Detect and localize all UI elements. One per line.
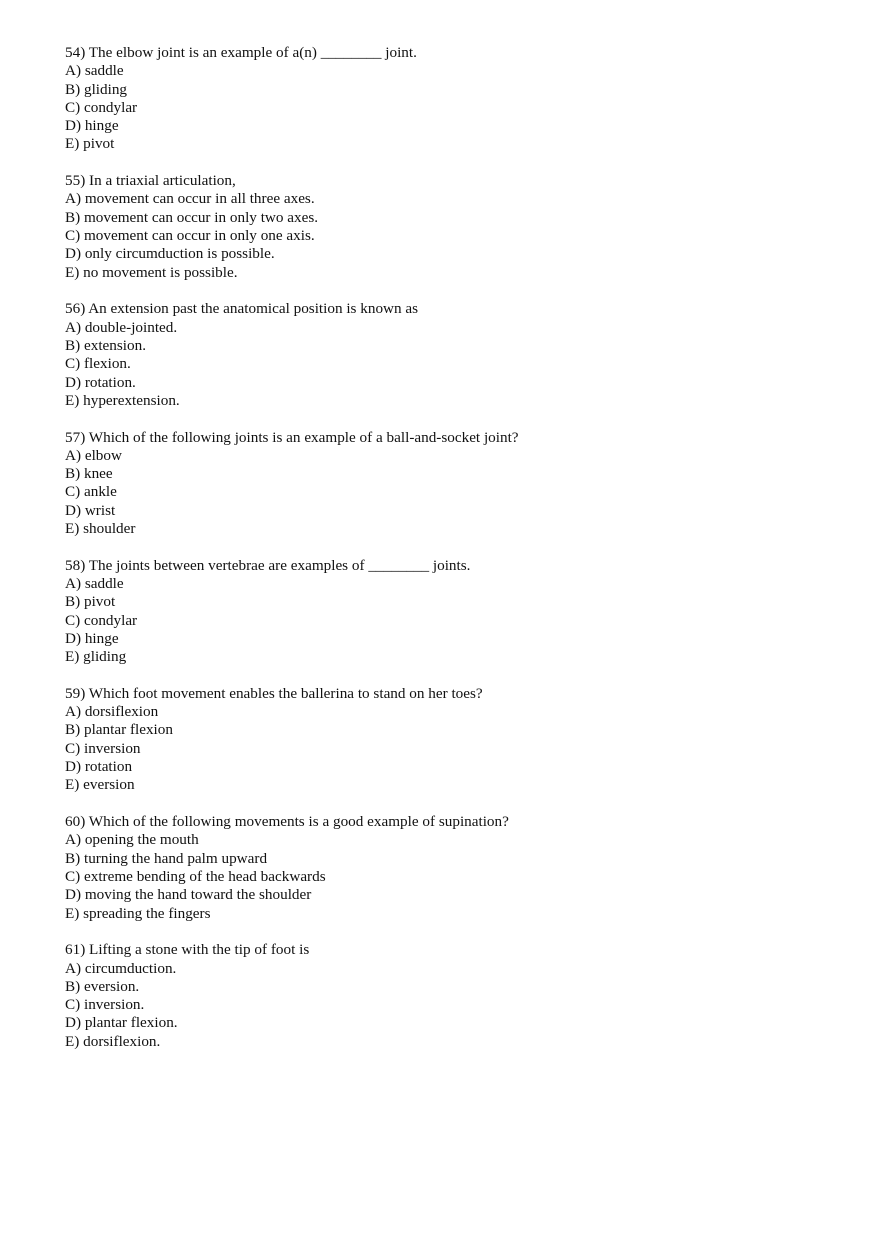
answer-option: B) gliding [65,80,128,98]
answer-option: D) hinge [65,117,119,135]
answer-option: B) pivot [65,593,116,611]
answer-option: A) saddle [65,574,124,592]
question-stem: 55) In a triaxial articulation, [65,172,236,190]
answer-option: C) ankle [65,483,117,501]
answer-option: A) double-jointed. [65,318,178,336]
answer-option: E) spreading the fingers [65,904,211,922]
answer-option: E) eversion [65,776,135,794]
answer-option: C) extreme bending of the head backwards [65,867,326,885]
question-60 [65,813,845,923]
question-stem: 54) The elbow joint is an example of a(n) ________ joint. [65,44,417,61]
answer-option: A) circumduction. [65,959,177,977]
answer-option: E) gliding [65,648,127,666]
answer-option: E) no movement is possible. [65,263,238,281]
question-58 [65,557,845,667]
question-stem: 57) Which of the following joints is an example of a ball-and-socket joint? [65,428,519,446]
question-stem: 59) Which foot movement enables the ballerina to stand on her toes? [65,684,483,702]
question-stem: 56) An extension past the anatomical position is known as [65,300,419,318]
answer-option: A) movement can occur in all three axes. [65,190,315,208]
answer-option: C) flexion. [65,355,131,373]
answer-option: D) moving the hand toward the shoulder [65,886,312,904]
answer-option: D) rotation. [65,373,136,391]
answer-option: B) extension. [65,336,146,354]
answer-option: D) plantar flexion. [65,1014,178,1032]
answer-option: E) hyperextension. [65,391,180,409]
answer-option: C) condylar [65,611,138,629]
answer-option: C) movement can occur in only one axis. [65,227,315,245]
answer-option: B) eversion. [65,977,140,995]
answer-option: B) movement can occur in only two axes. [65,208,319,226]
answer-option: E) pivot [65,135,115,153]
answer-option: D) only circumduction is possible. [65,245,275,263]
question-56 [65,300,845,410]
answer-option: B) plantar flexion [65,721,173,739]
answer-option: A) elbow [65,446,122,464]
answer-option: E) shoulder [65,520,136,537]
answer-option: C) condylar [65,98,138,116]
answer-option: B) turning the hand palm upward [65,849,268,867]
answer-option: C) inversion [65,739,141,757]
answer-option: C) inversion. [65,996,145,1014]
answer-option: A) saddle [65,62,124,80]
answer-option: B) knee [65,465,113,483]
question-57 [65,429,845,539]
answer-option: D) wrist [65,501,116,519]
answer-option: A) dorsiflexion [65,703,159,721]
question-61 [65,941,845,1051]
question-54 [65,44,845,154]
answer-option: D) rotation [65,758,133,776]
question-stem: 61) Lifting a stone with the tip of foot is [65,941,310,959]
question-stem: 60) Which of the following movements is a good example of supination? [65,813,509,831]
document-page [65,44,845,1069]
answer-option: A) opening the mouth [65,831,199,849]
question-stem: 58) The joints between vertebrae are examples of ________ joints. [65,556,471,574]
question-59 [65,685,845,795]
question-55 [65,172,845,282]
answer-option: D) hinge [65,629,119,647]
answer-option: E) dorsiflexion. [65,1032,161,1050]
